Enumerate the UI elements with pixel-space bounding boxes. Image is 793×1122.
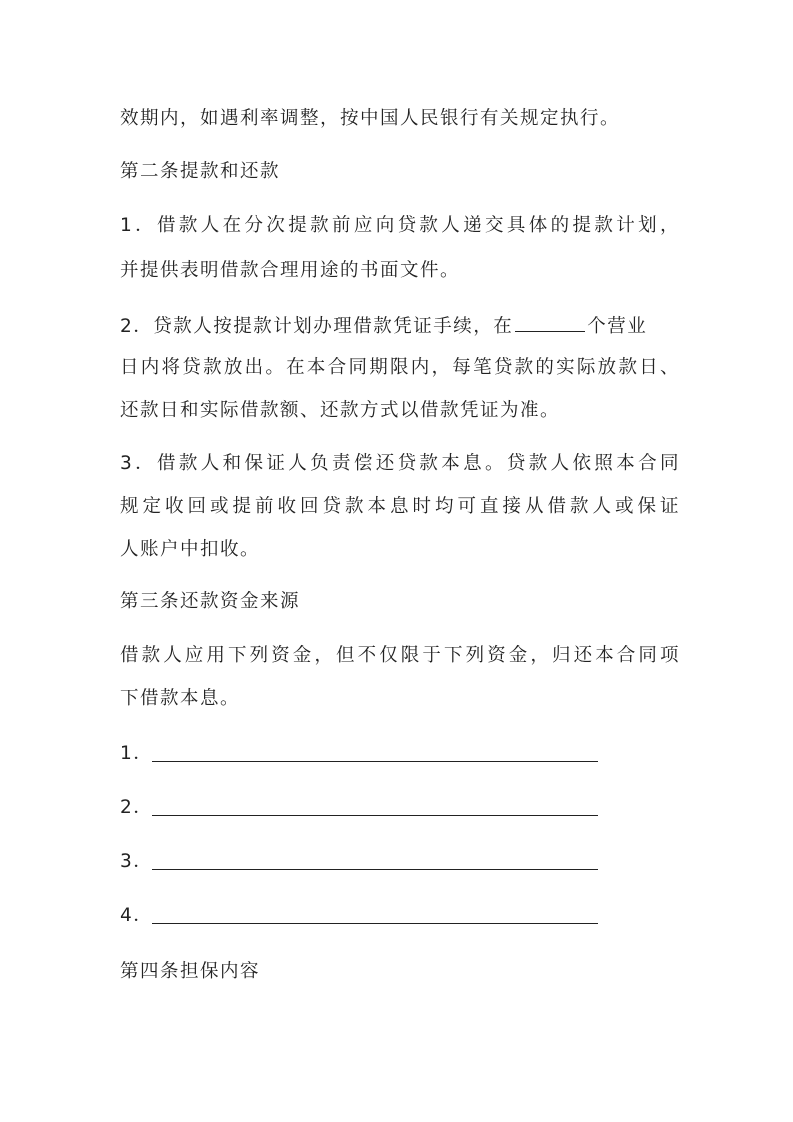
clause-2-2-line-1 [120, 313, 680, 340]
heading-article-3: 第三条还款资金来源 [120, 591, 301, 612]
clause-2-3-line-1: 3．借款人和保证人负责偿还贷款本息。贷款人依照本合同 [120, 453, 680, 474]
clause-2-3-line-3: 人账户中扣收。 [120, 539, 261, 560]
repayment-source-blank-4 [152, 923, 598, 924]
clause-2-3-line-2: 规定收回或提前收回贷款本息时均可直接从借款人或保证 [120, 496, 680, 517]
repayment-source-blank-1 [152, 761, 598, 762]
repayment-source-blank-3 [152, 869, 598, 870]
clause-2-2-line-2: 日内将贷款放出。在本合同期限内，每笔贷款的实际放款日、 [120, 357, 680, 378]
clause-2-1-line-2: 并提供表明借款合理用途的书面文件。 [120, 260, 461, 281]
repayment-source-item-3 [120, 849, 154, 875]
repayment-source-blank-2 [152, 815, 598, 816]
repayment-source-line-2: 下借款本息。 [120, 688, 241, 709]
clause-2-1-line-1: 1．借款人在分次提款前应向贷款人递交具体的提款计划， [120, 215, 680, 236]
repayment-source-item-1 [120, 741, 154, 767]
list-number: 2． [120, 797, 154, 818]
repayment-source-item-4 [120, 903, 154, 929]
business-days-blank [515, 313, 585, 332]
list-number: 1． [120, 743, 154, 764]
list-number: 4． [120, 905, 154, 926]
repayment-source-line-1: 借款人应用下列资金，但不仅限于下列资金，归还本合同项 [120, 645, 680, 666]
paragraph-interest-rate: 效期内，如遇利率调整，按中国人民银行有关规定执行。 [120, 108, 621, 129]
clause-2-2-text-b: 个营业 [587, 316, 648, 337]
clause-2-2-line-3: 还款日和实际借款额、还款方式以借款凭证为准。 [120, 400, 561, 421]
list-number: 3． [120, 851, 154, 872]
heading-article-4: 第四条担保内容 [120, 961, 261, 982]
heading-article-2: 第二条提款和还款 [120, 161, 281, 182]
repayment-source-item-2 [120, 795, 154, 821]
clause-2-2-text-a: 2．贷款人按提款计划办理借款凭证手续，在 [120, 316, 514, 337]
